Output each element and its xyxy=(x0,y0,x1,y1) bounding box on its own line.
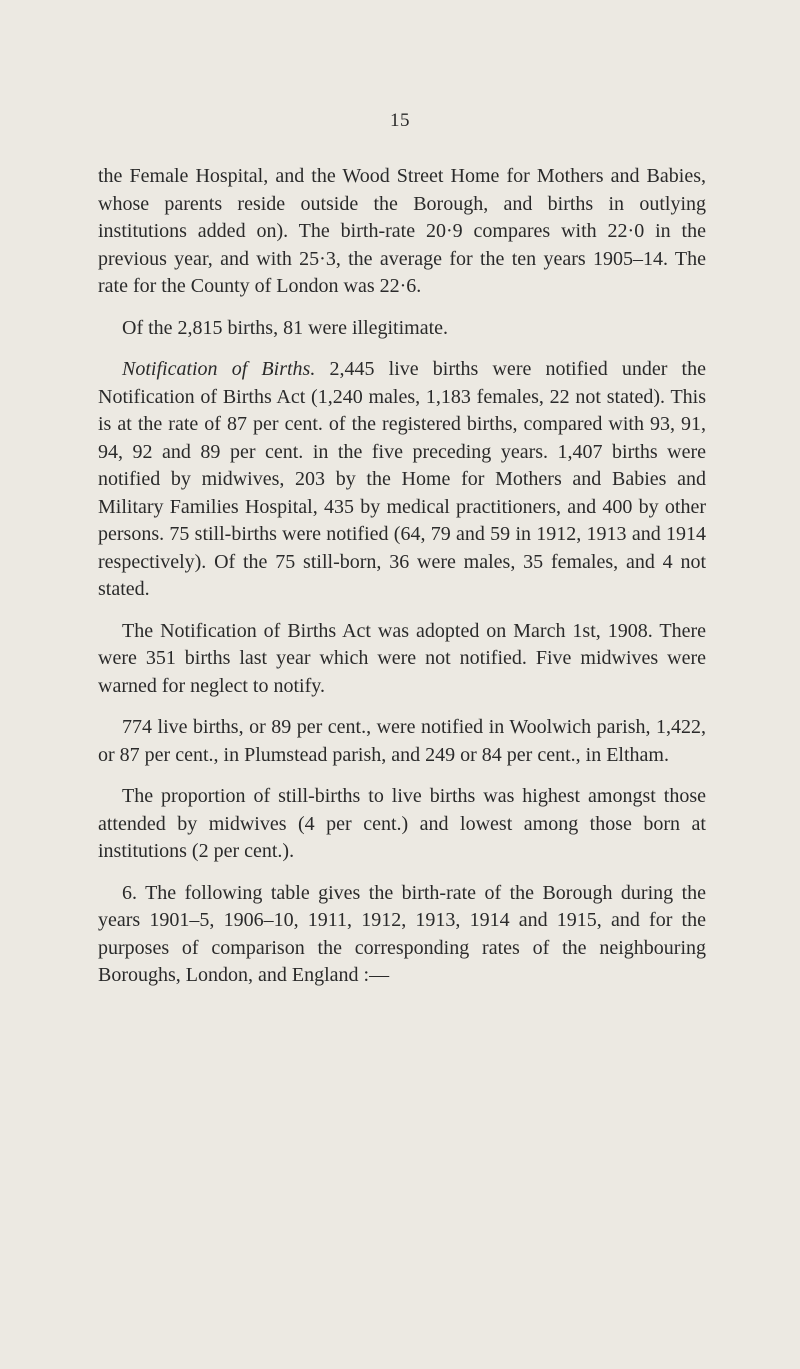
paragraph-table-introduction: 6. The following table gives the birth-rate of the Borough during the years 1901–5, 1906–10, 1911, 1912, 1913, 1914 and 1915, and for the purposes of comparison the corresponding rates of the neighbouring Boroughs, London, and England :— xyxy=(98,881,706,986)
paragraph-notification-of-births xyxy=(98,356,706,604)
paragraph-text: 2,445 live births were notified under the Notification of Births Act (1,240 males, 1,183 females, 22 not stated). This is at the rate of 87 per cent. of the registered births, compared with 93, 91, 94, 92 and 89 per cent. in the five preceding years. 1,407 births were notified by midwives, 203 by the Home for Mothers and Babies and Military Families Hospital, 435 by medical practitioners, and 400 by other persons. 75 still-births were notified (64, 79 and 59 in 1912, 1913 and 1914 respectively). Of the 75 still-born, 36 were males, 35 females, and 4 not stated. xyxy=(98,358,706,600)
paragraph-illegitimate-births: Of the 2,815 births, 81 were illegitimate. xyxy=(122,316,449,339)
paragraph-act-adoption: The Notification of Births Act was adopted on March 1st, 1908. There were 351 births last year which were not notified. Five midwives were warned for neglect to notify. xyxy=(98,619,706,697)
paragraph-parish-notifications: 774 live births, or 89 per cent., were notified in Woolwich parish, 1,422, or 87 per cent., in Plumstead parish, and 249 or 84 per cent., in Eltham. xyxy=(98,716,706,766)
document-body xyxy=(98,163,706,1004)
paragraph-birth-rate-continuation: the Female Hospital, and the Wood Street Home for Mothers and Babies, whose parents reside outside the Borough, and births in outlying institutions added on). The birth-rate 20·9 compares with 22·0 in the previous year, and with 25·3, the average for the ten years 1905–14. The rate for the County of London was 22·6. xyxy=(98,165,706,297)
page-number: 15 xyxy=(390,110,410,131)
paragraph-heading: Notification of Births. xyxy=(122,358,316,380)
paragraph-still-birth-proportion: The proportion of still-births to live births was highest amongst those attended by midwives (4 per cent.) and lowest among those born at institutions (2 per cent.). xyxy=(98,785,706,862)
